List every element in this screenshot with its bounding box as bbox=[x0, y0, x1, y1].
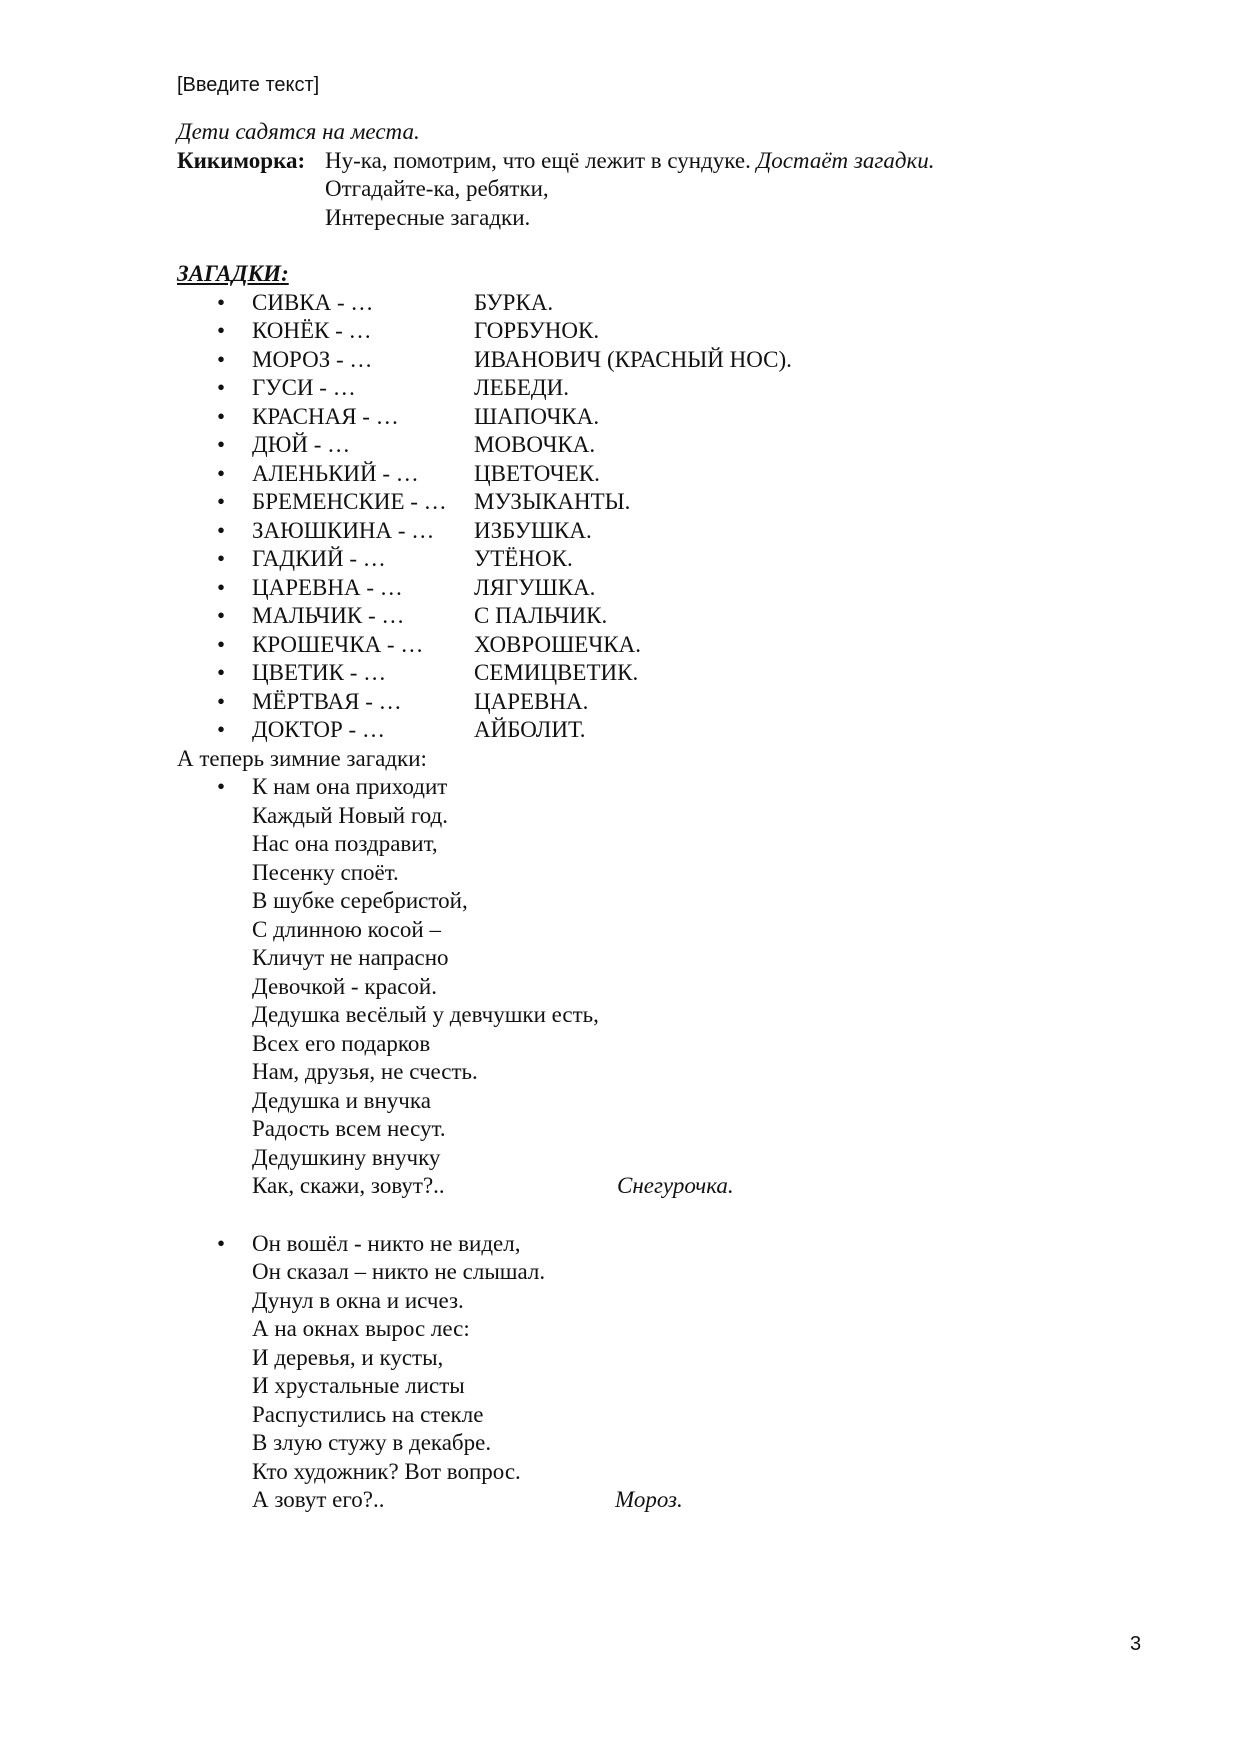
poem-line: С длинною косой – bbox=[252, 916, 441, 942]
poem-line: К нам она приходит bbox=[252, 774, 448, 799]
riddle-question: АЛЕНЬКИЙ - … bbox=[252, 460, 419, 486]
speaker-name: Кикиморка: bbox=[177, 147, 306, 173]
poem-gap bbox=[177, 1201, 1157, 1230]
poem-line: Каждый Новый год. bbox=[252, 802, 448, 828]
riddle-question: ГАДКИЙ - … bbox=[252, 546, 386, 571]
riddle-question: МАЛЬЧИК - … bbox=[252, 603, 405, 628]
poem-list bbox=[177, 773, 1157, 1515]
poem-1-answer-row bbox=[252, 1172, 1157, 1201]
riddle-question: МЁРТВАЯ - … bbox=[252, 688, 402, 714]
speaker-line bbox=[177, 147, 1157, 176]
speaker-line-2: Отгадайте-ка, ребятки, bbox=[325, 176, 549, 201]
bullet-icon: • bbox=[217, 688, 226, 714]
riddle-answer: АЙБОЛИТ. bbox=[474, 717, 586, 742]
riddle-item bbox=[177, 460, 1157, 489]
riddle-answer: СЕМИЦВЕТИК. bbox=[474, 660, 639, 685]
riddle-item bbox=[177, 403, 1157, 432]
bullet-icon: • bbox=[217, 403, 226, 429]
bullet-icon: • bbox=[217, 717, 226, 742]
riddle-answer: С ПАЛЬЧИК. bbox=[474, 603, 608, 628]
poem-line: Нас она поздравит, bbox=[252, 831, 438, 856]
bullet-icon: • bbox=[217, 289, 226, 315]
bullet-icon: • bbox=[217, 375, 226, 400]
riddle-item bbox=[177, 317, 1157, 346]
riddle-answer: ИВАНОВИЧ (КРАСНЫЙ НОС). bbox=[474, 346, 792, 372]
stage-direction: Дети садятся на места. bbox=[177, 119, 420, 144]
riddle-answer: МУЗЫКАНТЫ. bbox=[474, 489, 631, 514]
riddle-answer: ЛЯГУШКА. bbox=[474, 574, 596, 600]
poem-line: И деревья, и кусты, bbox=[252, 1344, 444, 1370]
speaker-direction: Достаёт загадки. bbox=[756, 147, 935, 173]
poem-1-last-line: Как, скажи, зовут?.. bbox=[252, 1173, 445, 1198]
riddles-title: ЗАГАДКИ: bbox=[177, 261, 289, 286]
riddle-answer: ЛЕБЕДИ. bbox=[474, 375, 569, 400]
poem-line: Распустились на стекле bbox=[252, 1401, 484, 1427]
riddle-question: ЗАЮШКИНА - … bbox=[252, 517, 435, 543]
riddle-item bbox=[177, 517, 1157, 546]
riddle-item bbox=[177, 431, 1157, 460]
poem-line: Он вошёл - никто не видел, bbox=[252, 1230, 521, 1256]
riddle-answer: ЦАРЕВНА. bbox=[474, 688, 589, 714]
poem-2-last-line: А зовут его?.. bbox=[252, 1487, 385, 1512]
poem-line: Всех его подарков bbox=[252, 1030, 431, 1056]
bullet-icon: • bbox=[217, 603, 226, 628]
poem-line: Песенку споёт. bbox=[252, 859, 399, 885]
poem-line: Радость всем несут. bbox=[252, 1116, 446, 1141]
riddle-item bbox=[177, 688, 1157, 717]
document-body bbox=[177, 118, 1157, 1515]
riddle-answer: УТЁНОК. bbox=[474, 546, 573, 571]
riddle-answer: ЦВЕТОЧЕК. bbox=[474, 460, 600, 486]
speaker-text-plain: Ну-ка, помотрим, что ещё лежит в сундуке. bbox=[325, 147, 757, 173]
poem-line: Дедушкину внучку bbox=[252, 1144, 441, 1170]
page-number: 3 bbox=[1130, 1633, 1142, 1655]
bullet-icon: • bbox=[217, 489, 226, 514]
riddle-answer: БУРКА. bbox=[474, 289, 554, 315]
poem-line: Дунул в окна и исчез. bbox=[252, 1287, 464, 1313]
riddle-question: ДОКТОР - … bbox=[252, 717, 385, 742]
bullet-icon: • bbox=[217, 660, 226, 685]
poem-line: Девочкой - красой. bbox=[252, 973, 437, 999]
poem-2 bbox=[177, 1230, 1157, 1515]
speaker-text bbox=[325, 147, 934, 176]
riddle-item bbox=[177, 602, 1157, 631]
riddle-item bbox=[177, 346, 1157, 375]
poem-1-answer: Снегурочка. bbox=[617, 1173, 734, 1198]
riddle-question: БРЕМЕНСКИЕ - … bbox=[252, 489, 447, 514]
poem-1 bbox=[177, 773, 1157, 1201]
poem-line: Нам, друзья, не счесть. bbox=[252, 1059, 478, 1084]
bullet-icon: • bbox=[217, 460, 226, 486]
bullet-icon: • bbox=[217, 546, 226, 571]
riddle-answer: ХОВРОШЕЧКА. bbox=[474, 631, 641, 657]
bullet-icon: • bbox=[217, 774, 226, 799]
poem-line: А на окнах вырос лес: bbox=[252, 1316, 470, 1341]
poem-line: В шубке серебристой, bbox=[252, 888, 468, 913]
riddle-question: ДЮЙ - … bbox=[252, 432, 351, 457]
riddle-item bbox=[177, 631, 1157, 660]
riddle-question: КОНЁК - … bbox=[252, 318, 372, 343]
bullet-icon: • bbox=[217, 631, 226, 657]
riddle-answer: МОВОЧКА. bbox=[474, 432, 596, 457]
bullet-icon: • bbox=[217, 574, 226, 600]
riddle-item bbox=[177, 289, 1157, 318]
riddle-question: ЦВЕТИК - … bbox=[252, 660, 387, 685]
riddle-question: КРОШЕЧКА - … bbox=[252, 631, 424, 657]
poem-line: Дедушка весёлый у девчушки есть, bbox=[252, 1002, 599, 1027]
poem-line: И хрустальные листы bbox=[252, 1373, 465, 1398]
bullet-icon: • bbox=[217, 432, 226, 457]
speaker-line-3: Интересные загадки. bbox=[325, 204, 531, 230]
poem-1-lines bbox=[252, 773, 1157, 1172]
riddle-item bbox=[177, 574, 1157, 603]
riddle-item bbox=[177, 545, 1157, 574]
riddle-answer: ГОРБУНОК. bbox=[474, 318, 600, 343]
riddle-answer: ШАПОЧКА. bbox=[474, 403, 600, 429]
poem-2-lines bbox=[252, 1230, 1157, 1487]
riddle-question: МОРОЗ - … bbox=[252, 346, 373, 372]
riddle-item bbox=[177, 374, 1157, 403]
bullet-icon: • bbox=[217, 1230, 226, 1256]
poem-line: Дедушка и внучка bbox=[252, 1087, 431, 1113]
riddle-question: ЦАРЕВНА - … bbox=[252, 574, 403, 600]
poem-2-answer-row bbox=[252, 1486, 1157, 1515]
bullet-icon: • bbox=[217, 318, 226, 343]
poem-line: Он сказал – никто не слышал. bbox=[252, 1259, 546, 1284]
poem-line: Кличут не напрасно bbox=[252, 945, 449, 970]
riddle-item bbox=[177, 659, 1157, 688]
poem-2-answer: Мороз. bbox=[615, 1487, 683, 1512]
page-header: [Введите текст] bbox=[177, 74, 320, 96]
bullet-icon: • bbox=[217, 346, 226, 372]
riddle-question: КРАСНАЯ - … bbox=[252, 403, 399, 429]
riddle-item bbox=[177, 488, 1157, 517]
riddle-answer: ИЗБУШКА. bbox=[474, 517, 592, 543]
poem-line: В злую стужу в декабре. bbox=[252, 1430, 492, 1455]
bullet-icon: • bbox=[217, 517, 226, 543]
riddle-question: СИВКА - … bbox=[252, 289, 374, 315]
poem-line: Кто художник? Вот вопрос. bbox=[252, 1458, 521, 1484]
riddle-list bbox=[177, 289, 1157, 745]
winter-intro: А теперь зимние загадки: bbox=[177, 745, 427, 771]
riddle-item bbox=[177, 716, 1157, 745]
riddle-question: ГУСИ - … bbox=[252, 375, 356, 400]
